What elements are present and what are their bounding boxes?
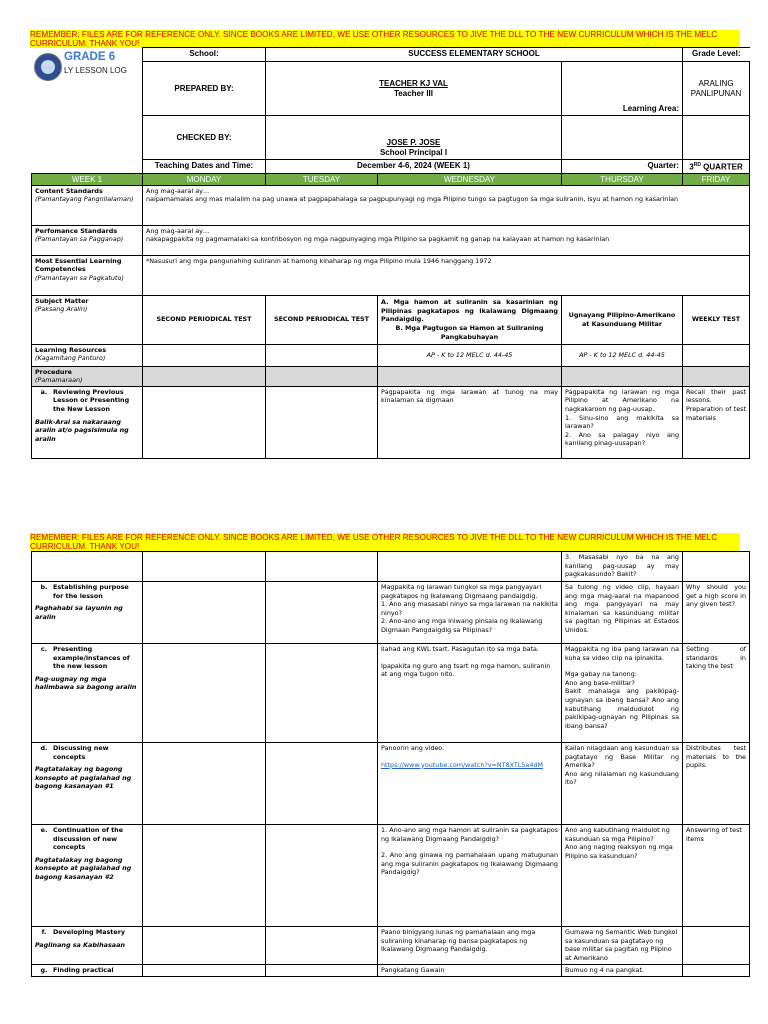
subject-tuesday: SECOND PERIODICAL TEST xyxy=(266,295,378,344)
step-e-label: e. Continuation of the discussion of new concepts Pagtatalakay ng bagong konsepto at paglalahad ng bagong kasanayan #2 xyxy=(32,825,143,927)
step-g-thursday: Bumuo ng 4 na pangkat. xyxy=(562,965,683,977)
principal-name: JOSE P. JOSE xyxy=(386,138,441,147)
resources-wednesday: AP - K to 12 MELC d. 44-45 xyxy=(378,344,562,366)
step-d-label: d. Discussing new concepts Pagtatalakay ng bagong konsepto at paglalahad ng bagong kasanayan #1 xyxy=(32,743,143,825)
grade-title: GRADE 6 xyxy=(64,51,116,63)
checked-by-cell xyxy=(266,116,562,160)
step-g-wednesday: Pangkatang Gawain xyxy=(378,965,562,977)
step-b-wednesday: Magpakita ng larawan tungkol sa mga pangyayari pagkatapos ng Ikalawang Digmaang pandaigdig. 1. Ano ang masasabi ninyo sa mga larawan na nakikita ninyo? 2. Ano-ano ang mga iniwang pinsala ng Ikalawang Digmaan Pangdaigdig sa Pilipinas? xyxy=(378,582,562,644)
day-tuesday: TUESDAY xyxy=(266,173,378,185)
subject-wednesday: A. Mga hamon at suliranin sa kasarinlan ng Pilipinas pagkatapos ng Ikalawang Digmaang Pandaigdig. B. Mga Pagtugon sa Hamon at Suliraning Pangkabuhayan xyxy=(378,295,562,344)
step-c-wednesday: Ilahad ang KWL tsart. Pasagutan ito sa mga bata. Ipapakita ng guro ang tsart ng mga hamon, suliranin at ang mga tugon nito. xyxy=(378,644,562,743)
step-d-wednesday: Panoorin ang video. https://www.youtube.com/watch?v=NT8XTL5a4dM xyxy=(378,743,562,825)
reminder-banner: REMEMBER: FILES ARE FOR REFERENCE ONLY. SINCE BOOKS ARE LIMITED, WE USE OTHER RESOURCES TO JIVE THE DLL TO THE NEW CURRICULUM WHICH IS THE MELC CURRICULUM. THANK YOU! xyxy=(30,30,740,48)
quarter-value: 3RD QUARTER xyxy=(683,160,750,174)
quarter-label: Quarter: xyxy=(562,160,683,174)
performance-standards-text: Ang mag-aaral ay… nakapagpakita ng pagmamalaki sa kontribosyon ng mga nagpunyaging mga Pilipino sa pagkamit ng ganap na kalayaan at hamon ng kasarinlan xyxy=(143,225,750,255)
step-e-wednesday: 1. Ano-ano ang mga hamon at suliranin sa pagkatapos ng Ikalawang Digmaang Pandaigdig? 2. Ano ang ginawa ng pamahalaan upang matugunan ang mga suliranin pagkatapos ng Ikalawang Digmaang Pandaigdig? xyxy=(378,825,562,927)
step-f-wednesday: Paano binigyang lunas ng pamahalaan ang mga suliraning kinaharap ng bansa pagkatapos ng Ikalawang Digmaang Pandaigdig. xyxy=(378,927,562,965)
step-b-thursday: Sa tulong ng video clip, hayaan ang mga mag-aaral na mapanood ang mga pangyayari na may kinalaman sa kasunduang militar sa pagitan ng Pilipinas at Estados Unidos. xyxy=(562,582,683,644)
step-b-label: b. Establishing purpose for the lesson Paghahabi sa layunin ng aralin xyxy=(32,582,143,644)
subject-matter-label: Subject Matter (Paksang Aralin) xyxy=(32,295,143,344)
step-a-friday: Recall their past lessons. Preparation of test materials xyxy=(683,386,750,458)
melc-label: Most Essential Learning Competencies (Pamantayan sa Pagkatuto) xyxy=(32,255,143,295)
day-thursday: THURSDAY xyxy=(562,173,683,185)
learning-resources-label: Learning Resources (Kagamitang Panturo) xyxy=(32,344,143,366)
learning-area-label: Learning Area: xyxy=(562,62,683,116)
step-d-thursday: Kailan nilagdaan ang kasunduan sa pagtatayo ng Base Militar ng Amerika? Ano ang nilalaman ng kasunduang ito? xyxy=(562,743,683,825)
step-f-label: f. Developing Mastery Paglinang sa Kabihasaan xyxy=(32,927,143,965)
melc-text: *Nasusuri ang mga pangunahing suliranin at hamong kinaharap ng mga Pilipino mula 1946 hanggang 1972 xyxy=(143,255,750,295)
step-g-label: g. Finding practical xyxy=(32,965,143,977)
step-c-label: c. Presenting example/instances of the new lesson Pag-uugnay ng mga halimbawa sa bagong aralin xyxy=(32,644,143,743)
prepared-by-label: PREPARED BY: xyxy=(143,62,266,116)
logo-cell xyxy=(32,48,143,174)
week-label: WEEK 1 xyxy=(32,173,143,185)
grade-level-label: Grade Level: xyxy=(683,48,750,62)
dll-title: LY LESSON LOG xyxy=(64,66,127,75)
resources-thursday: AP - K to 12 MELC d. 44-45 xyxy=(562,344,683,366)
school-name: SUCCESS ELEMENTARY SCHOOL xyxy=(266,48,683,62)
checked-by-label: CHECKED BY: xyxy=(143,116,266,160)
step-a-thursday-cont: 3. Masasabi nyo ba na ang kanilang pag-uusap ay may pagkakasundo? Bakit? xyxy=(562,552,683,582)
step-c-thursday: Magpakita ng iba pang larawan na kuha sa video clip na ipinakita. Mga gabay na tanong: Ano ang base-militar? Bakit mahalaga ang pakikipag-ugnayan sa ibang bansa? Ano ang kabutihang maidudulot ng pakikipag-ugnayan ng Pilipinas sa ibang bansa? xyxy=(562,644,683,743)
step-a-label: a. Reviewing Previous Lesson or Presenting the New Lesson Balik-Aral sa nakaraang aralin at/o pagsisimula ng aralin xyxy=(32,386,143,458)
content-standards-label: Content Standards (Pamantayang Pangnilalaman) xyxy=(32,185,143,225)
teacher-name: TEACHER KJ VAL xyxy=(379,78,448,88)
subject-friday: WEEKLY TEST xyxy=(683,295,750,344)
subject-monday: SECOND PERIODICAL TEST xyxy=(143,295,266,344)
step-e-thursday: Ano ang kabutihang maidulot ng kasunduan sa mga Pilipino? Ano ang naging reaksyon ng mga Pilipino sa kasunduan? xyxy=(562,825,683,927)
dates-label: Teaching Dates and Time: xyxy=(143,160,266,174)
day-wednesday: WEDNESDAY xyxy=(378,173,562,185)
teacher-title: Teacher III xyxy=(394,88,433,98)
lesson-log-table-continued xyxy=(31,551,750,977)
lesson-log-table xyxy=(31,47,750,459)
prepared-by-cell xyxy=(266,62,562,116)
step-d-friday: Distributes test materials to the pupils. xyxy=(683,743,750,825)
step-b-friday: Why should you get a high score in any given test? xyxy=(683,582,750,644)
step-a-wednesday: Pagpapakita ng mga larawan at tunog na may kinalaman sa digmaan xyxy=(378,386,562,458)
school-label: School: xyxy=(143,48,266,62)
day-friday: FRIDAY xyxy=(683,173,750,185)
reminder-banner-2: REMEMBER: FILES ARE FOR REFERENCE ONLY. SINCE BOOKS ARE LIMITED, WE USE OTHER RESOURCES TO JIVE THE DLL TO THE NEW CURRICULUM WHICH IS THE MELC CURRICULUM. THANK YOU! xyxy=(30,533,740,551)
teaching-dates: December 4-6, 2024 (WEEK 1) xyxy=(266,160,562,174)
day-monday: MONDAY xyxy=(143,173,266,185)
step-f-thursday: Gumawa ng Semantic Web tungkol sa kasunduan sa pagtatayo ng base militar sa pagitan ng Piipino at Amerikano xyxy=(562,927,683,965)
procedure-label: Procedure (Pamamaraan) xyxy=(32,366,143,386)
step-a-thursday: Pagpapakita ng larawan ng mga Pilipino at Amerikano na nagkakaroon ng pag-uusap. 1. Sinu-sino ang makikita sa larawan? 2. Ano sa palagay niyo ang kanilang pinag-uusapan? xyxy=(562,386,683,458)
video-link[interactable]: https://www.youtube.com/watch?v=NT8XTL5a4dM xyxy=(381,760,543,769)
principal-title: School Principal I xyxy=(379,148,448,157)
performance-standards-label: Perfomance Standards (Pamantayan sa Pagganap) xyxy=(32,225,143,255)
content-standards-text: Ang mag-aaral ay… naipamamalas ang mas malalim na pag unawa at pagpapahalaga sa pagpupunyagi ng mga Pilipino tungo sa pagtugon sa mga suliranin, isyu at hamon ng kasarinlan xyxy=(143,185,750,225)
learning-area: ARALING PANLIPUNAN xyxy=(683,62,750,116)
subject-thursday: Ugnayang Pilipino-Amerikano at Kasunduang Militar xyxy=(562,295,683,344)
step-c-friday: Setting of standards in taking the test xyxy=(683,644,750,743)
step-e-friday: Answering of test items xyxy=(683,825,750,927)
